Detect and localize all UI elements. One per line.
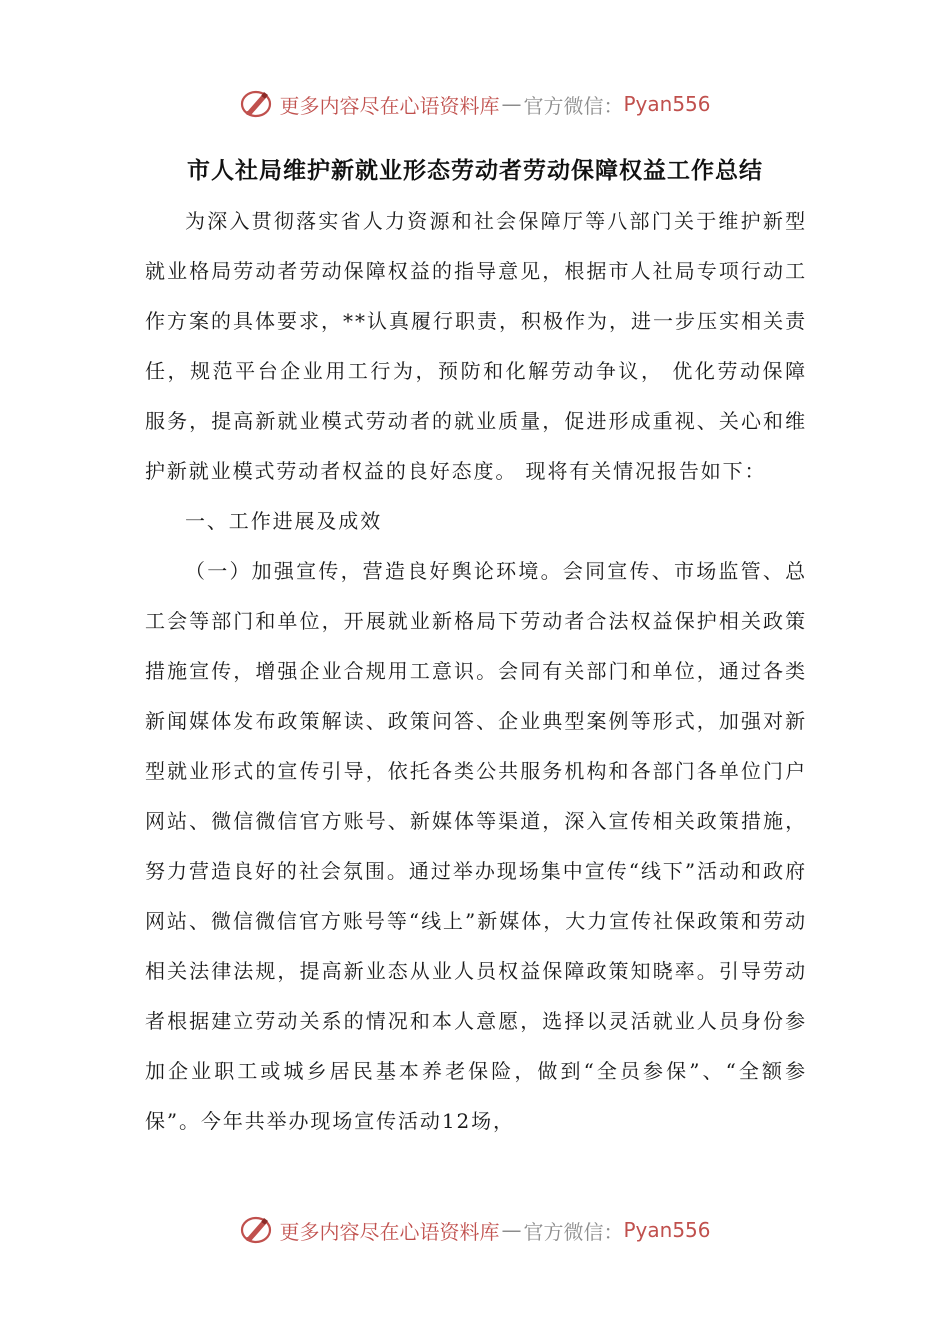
pen-logo-icon — [239, 86, 275, 122]
watermark-text: 更多内容尽在心语资料库 — [279, 1219, 500, 1244]
pen-logo-icon — [239, 1212, 275, 1248]
watermark-label: 官方微信： — [523, 1219, 624, 1244]
watermark-dash: — — [501, 1218, 522, 1242]
paragraph-intro: 为深入贯彻落实省人力资源和社会保障厅等八部门关于维护新型就业格局劳动者劳动保障权益的指导意见，根据市人社局专项行动工作方案的具体要求，**认真履行职责，积极作为，进一步压实相关责任，规范平台企业用工行为，预防和化解劳动争议， 优化劳动保障服务，提高新就业模式劳动者的就业质量，促进形成重视、关心和维护新就业模式劳动者权益的良好态度。 现将有关情况报告如下： — [145, 209, 807, 483]
watermark-header — [0, 84, 950, 124]
watermark-id: Pyan556 — [623, 1218, 711, 1242]
watermark-text: 更多内容尽在心语资料库 — [279, 93, 500, 118]
watermark-dash: — — [501, 92, 522, 116]
document-body — [145, 196, 807, 1146]
document-title: 市人社局维护新就业形态劳动者劳动保障权益工作总结 — [187, 158, 763, 184]
section-heading: 一、工作进展及成效 — [185, 509, 383, 533]
watermark-label: 官方微信： — [523, 93, 624, 118]
paragraph-publicity: （一）加强宣传，营造良好舆论环境。会同宣传、市场监管、总工会等部门和单位，开展就业新格局下劳动者合法权益保护相关政策措施宣传，增强企业合规用工意识。会同有关部门和单位，通过各类新闻媒体发布政策解读、政策问答、企业典型案例等形式，加强对新型就业形式的宣传引导，依托各类公共服务机构和各部门各单位门户网站、微信微信官方账号、新媒体等渠道，深入宣传相关政策措施，努力营造良好的社会氛围。通过举办现场集中宣传“线下”活动和政府网站、微信微信官方账号等“线上”新媒体，大力宣传社保政策和劳动相关法律法规，提高新业态从业人员权益保障政策知晓率。引导劳动者根据建立劳动关系的情况和本人意愿，选择以灵活就业人员身份参加企业职工或城乡居民基本养老保险，做到“全员参保”、“全额参保”。今年共举办现场宣传活动12场， — [145, 559, 807, 1133]
watermark-footer — [0, 1210, 950, 1250]
watermark-id: Pyan556 — [623, 92, 711, 116]
